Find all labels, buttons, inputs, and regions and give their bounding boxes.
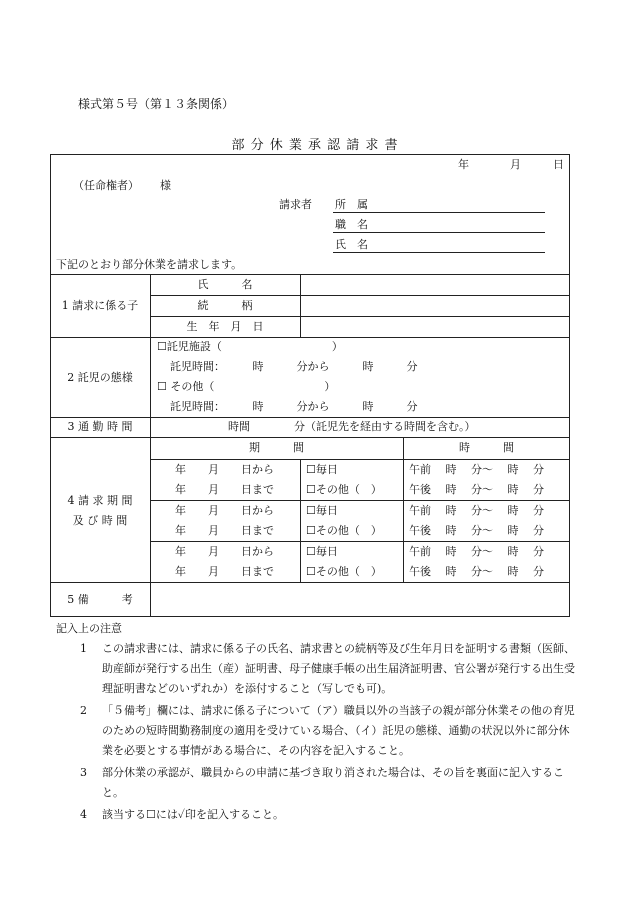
section4-label-line2: 及 び 時 間: [72, 514, 128, 527]
group3-am: 午前 時 分〜 時 分: [409, 545, 544, 558]
date-year: 年: [458, 158, 469, 171]
period-header: 期 間: [249, 441, 304, 454]
section2-label: 2 託児の態様: [67, 371, 133, 384]
group3-from: 年 月 日から: [175, 545, 274, 558]
commute-time-text: 時間 分（託児先を経由する時間を含む。）: [228, 420, 476, 433]
affiliation-label: 所 属: [335, 198, 368, 211]
daycare-time-1: 託児時間： 時 分から 時 分: [170, 360, 418, 373]
group1-other-option[interactable]: ☐その他（ ）: [306, 483, 382, 496]
group2-pm: 午後 時 分〜 時 分: [409, 524, 544, 537]
daycare-time-2: 託児時間： 時 分から 時 分: [170, 400, 418, 413]
note-item: 1 この請求書には、請求に係る子の氏名、請求書との続柄等及び生年月日を証明する書類（医師、助産師が発行する出生（産）証明書、母子健康手帳の出生届済証明書、官公署が発行する出生受理証明書などのいずれか）を添付すること（写しでも可)。: [80, 642, 575, 695]
section5-label: 5 備 考: [67, 593, 133, 606]
child-birthdate-label: 生 年 月 日: [186, 320, 264, 333]
child-birthdate-field[interactable]: [301, 317, 569, 337]
group1-pm: 午後 時 分〜 時 分: [409, 483, 544, 496]
group1-to: 年 月 日まで: [175, 483, 274, 496]
daycare-facility-option[interactable]: ☐託児施設（ ）: [157, 340, 343, 353]
notes-list: [58, 639, 578, 825]
group2-from: 年 月 日から: [175, 504, 274, 517]
section3-label: 3 通 勤 時 間: [67, 420, 133, 433]
group3-other-option[interactable]: ☐その他（ ）: [306, 565, 382, 578]
section1-label: 1 請求に係る子: [61, 299, 139, 312]
group2-daily-option[interactable]: ☐毎日: [306, 504, 338, 517]
child-name-field[interactable]: [301, 275, 569, 295]
group1-am: 午前 時 分〜 時 分: [409, 463, 544, 476]
child-name-label: 氏 名: [197, 278, 253, 291]
note-item: 2 「５備考」欄には、請求に係る子について（ア）職員以外の当該子の親が部分休業その他の育児のための短時間勤務制度の適用を受けている場合、（イ）託児の態様、通勤の状況以外に部分休業を必要とする事情がある場合に、その内容を記入すること。: [80, 704, 575, 757]
time-header: 時 間: [459, 441, 514, 454]
appointer-label: （任命権者）: [73, 179, 139, 192]
affiliation-underline: [333, 212, 545, 213]
date-month: 月: [510, 158, 521, 171]
position-underline: [333, 232, 545, 233]
group3-to: 年 月 日まで: [175, 565, 274, 578]
child-relation-label: 続 柄: [197, 299, 253, 312]
note-item: 3 部分休業の承認が、職員からの申請に基づき取り消された場合は、その旨を裏面に記入すること。: [80, 766, 564, 799]
date-day: 日: [553, 158, 564, 171]
group3-daily-option[interactable]: ☐毎日: [306, 545, 338, 558]
other-option[interactable]: ☐ その他（ ）: [157, 380, 336, 393]
sama-label: 様: [160, 179, 171, 192]
notes-heading: 記入上の注意: [56, 622, 122, 635]
group1-daily-option[interactable]: ☐毎日: [306, 463, 338, 476]
group2-am: 午前 時 分〜 時 分: [409, 504, 544, 517]
requester-label: 請求者: [279, 198, 312, 211]
group1-from: 年 月 日から: [175, 463, 274, 476]
note-item: 4 該当する☐には✓印を記入すること。: [80, 808, 284, 821]
child-relation-field[interactable]: [301, 296, 569, 316]
group2-other-option[interactable]: ☐その他（ ）: [306, 524, 382, 537]
group2-to: 年 月 日まで: [175, 524, 274, 537]
form-title: 部 分 休 業 承 認 請 求 書: [231, 138, 399, 153]
group3-pm: 午後 時 分〜 時 分: [409, 565, 544, 578]
section4-label-line1: 4 請 求 期 間: [67, 494, 133, 507]
form-number: 様式第５号（第１３条関係）: [78, 97, 235, 111]
position-label: 職 名: [335, 218, 368, 231]
remarks-field[interactable]: [151, 583, 569, 616]
request-text: 下記のとおり部分休業を請求します。: [56, 258, 243, 271]
name-label: 氏 名: [335, 238, 368, 251]
name-underline: [333, 252, 545, 253]
